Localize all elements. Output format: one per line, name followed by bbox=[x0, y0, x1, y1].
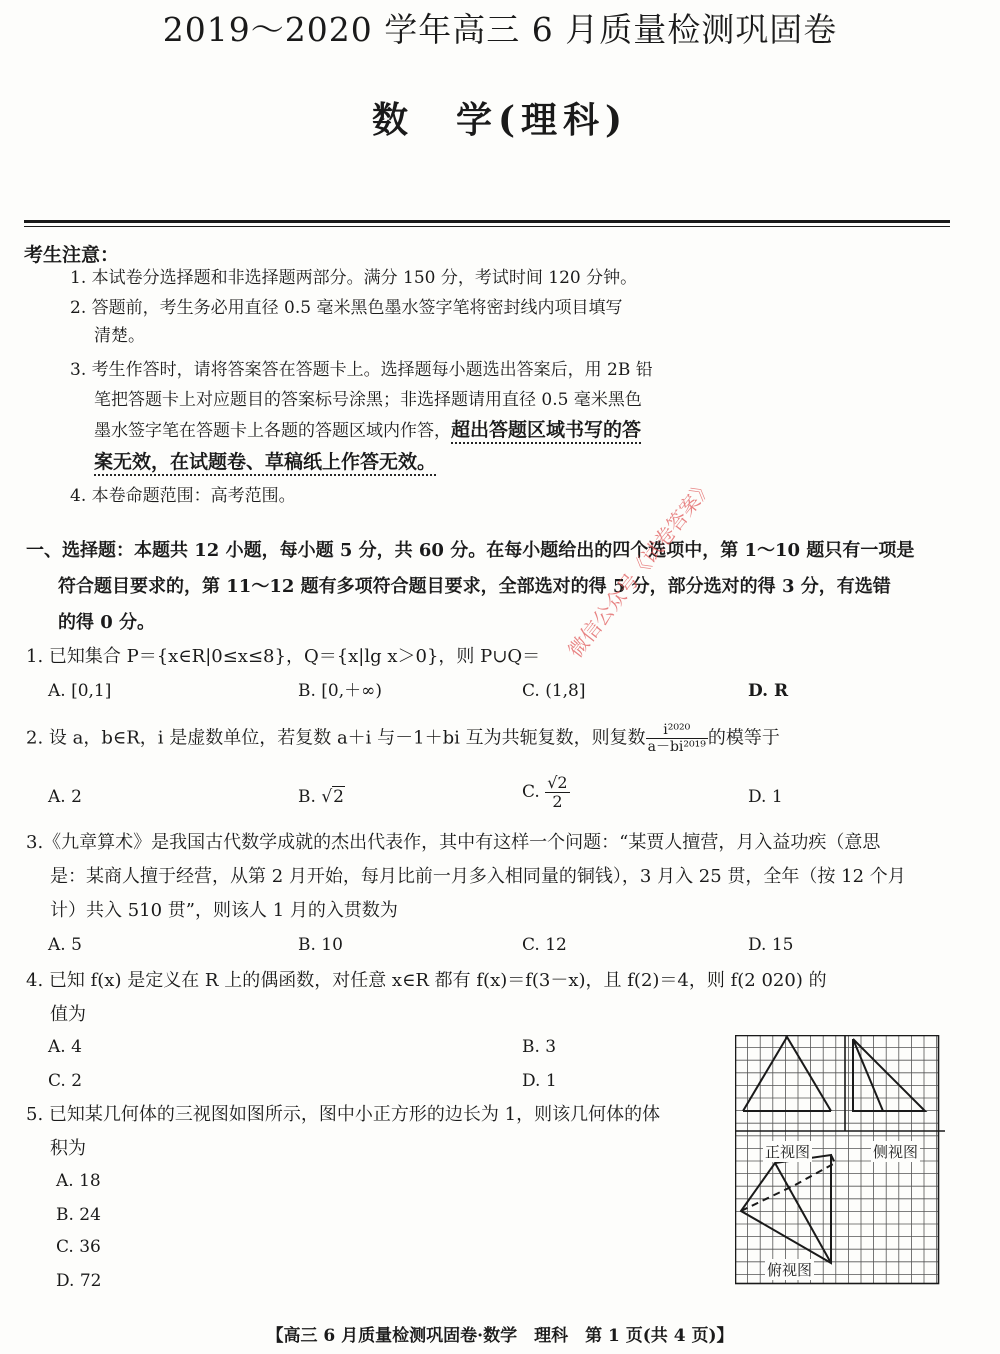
question-1-option-c: C. (1,8] bbox=[522, 681, 586, 701]
watermark-text: 微信公众号《试卷答案》 bbox=[563, 474, 718, 663]
notice-item-3-line-1: 3. 考生作答时，请将答案答在答题卡上。选择题每小题选出答案后，用 2B 铅 bbox=[70, 360, 653, 380]
question-5-line-2: 积为 bbox=[50, 1138, 86, 1159]
notice-title: 考生注意： bbox=[24, 244, 120, 266]
notice-item-3-text: 墨水签字笔在答题卡上各题的答题区域内作答， bbox=[94, 421, 451, 441]
question-3-option-d: D. 15 bbox=[748, 935, 794, 955]
side-view-edge bbox=[853, 1039, 883, 1111]
header-rule-thin bbox=[24, 226, 950, 227]
notice-item-4: 4. 本卷命题范围：高考范围。 bbox=[70, 486, 296, 506]
question-5-option-a: A. 18 bbox=[56, 1171, 101, 1191]
question-3-line-2: 是：某商人擅于经营，从第 2 月开始，每月比前一月多入相同量的铜钱），3 月入 25 贯，全年（按 12 个月 bbox=[50, 866, 906, 887]
question-3-option-b: B. 10 bbox=[298, 935, 343, 955]
question-2-option-c-prefix: C. bbox=[522, 782, 546, 802]
notice-item-3-line-2: 笔把答题卡上对应题目的答案标号涂黑；非选择题请用直径 0.5 毫米黑色 bbox=[94, 390, 642, 410]
question-4-option-c: C. 2 bbox=[48, 1071, 83, 1091]
question-4-line-2: 值为 bbox=[50, 1004, 86, 1025]
question-2-stem bbox=[26, 722, 780, 755]
front-view-outline bbox=[743, 1037, 831, 1111]
notice-item-1: 1. 本试卷分选择题和非选择题两部分。满分 150 分，考试时间 120 分钟。 bbox=[70, 268, 638, 288]
question-2-option-c-numerator: √2 bbox=[547, 773, 568, 792]
question-4-option-a: A. 4 bbox=[48, 1037, 82, 1057]
question-2-option-b-radicand: 2 bbox=[333, 787, 344, 807]
question-2-fraction-numerator: i²⁰²⁰ bbox=[646, 722, 708, 739]
question-1-option-a: A. [0,1] bbox=[48, 681, 112, 701]
question-2-text: 2. 设 a，b∈R，i 是虚数单位，若复数 a＋i 与－1＋bi 互为共轭复数，则复数 bbox=[26, 727, 646, 749]
front-view-label: 正视图 bbox=[765, 1143, 811, 1161]
page-footer: 【高三 6 月质量检测巩固卷·数学 理科 第 1 页(共 4 页)】 bbox=[266, 1326, 734, 1346]
top-view-label: 俯视图 bbox=[767, 1261, 813, 1279]
section-1-line-2: 符合题目要求的，第 11～12 题有多项符合题目要求，全部选对的得 5 分，部分选对的得 3 分，有选错 bbox=[58, 576, 891, 597]
notice-item-2-line-2: 清楚。 bbox=[94, 326, 145, 346]
top-view-edge bbox=[775, 1163, 831, 1263]
question-2-option-b-prefix: B. bbox=[298, 787, 322, 807]
notice-item-2-line-1: 2. 答题前，考生务必用直径 0.5 毫米黑色墨水签字笔将密封线内项目填写 bbox=[70, 298, 623, 318]
top-view-outline bbox=[741, 1155, 831, 1263]
header-rule bbox=[24, 220, 950, 223]
notice-item-3-line-3 bbox=[94, 420, 641, 441]
exam-title: 2019～2020 学年高三 6 月质量检测巩固卷 bbox=[162, 10, 838, 49]
section-1-line-1: 一、选择题：本题共 12 小题，每小题 5 分，共 60 分。在每小题给出的四个选项中，第 1～10 题只有一项是 bbox=[26, 540, 915, 561]
question-1-option-d: D. R bbox=[748, 681, 789, 701]
notice-item-3-line-4 bbox=[94, 452, 436, 473]
side-view-label: 侧视图 bbox=[873, 1143, 919, 1161]
sqrt-icon: √2 bbox=[321, 787, 344, 807]
question-3-option-c: C. 12 bbox=[522, 935, 567, 955]
question-3-line-1: 3.《九章算术》是我国古代数学成就的杰出代表作，其中有这样一个问题：“某贾人擅营，月入益功疾（意思 bbox=[26, 832, 881, 853]
notice-emphasis-2: 案无效，在试题卷、草稿纸上作答无效。 bbox=[94, 451, 437, 473]
question-5-option-b: B. 24 bbox=[56, 1205, 101, 1225]
question-2-option-b bbox=[298, 786, 345, 808]
question-2-text-end: 的模等于 bbox=[707, 727, 780, 749]
question-5-option-c: C. 36 bbox=[56, 1237, 101, 1257]
question-3-option-a: A. 5 bbox=[48, 935, 82, 955]
question-5-option-d: D. 72 bbox=[56, 1271, 102, 1291]
question-2-fraction-denominator: a－bi²⁰¹⁹ bbox=[647, 739, 706, 755]
question-2-option-c bbox=[522, 774, 570, 811]
question-4-line-1: 4. 已知 f(x) 是定义在 R 上的偶函数，对任意 x∈R 都有 f(x)＝f(3－x)，且 f(2)＝4，则 f(2 020) 的 bbox=[26, 970, 827, 991]
section-1-line-3: 的得 0 分。 bbox=[58, 612, 156, 633]
question-2-option-d: D. 1 bbox=[748, 787, 783, 807]
question-2-fraction bbox=[646, 722, 708, 755]
question-3-line-3: 计）共入 510 贯”，则该人 1 月的入贯数为 bbox=[50, 900, 398, 921]
question-2-option-a: A. 2 bbox=[48, 787, 82, 807]
question-1-option-b: B. [0,＋∞) bbox=[298, 681, 382, 701]
question-1-stem: 1. 已知集合 P＝{x∈R|0≤x≤8}，Q＝{x|lg x＞0}，则 P∪Q＝ bbox=[26, 646, 541, 667]
question-2-option-c-denominator: 2 bbox=[552, 792, 563, 811]
three-view-figure bbox=[735, 1035, 945, 1285]
question-4-option-d: D. 1 bbox=[522, 1071, 557, 1091]
exam-subject: 数 学(理科) bbox=[371, 99, 629, 141]
side-view-outline bbox=[853, 1039, 925, 1111]
question-2-option-c-fraction bbox=[545, 774, 569, 811]
notice-emphasis-1: 超出答题区域书写的答 bbox=[451, 419, 642, 441]
question-5-line-1: 5. 已知某几何体的三视图如图所示，图中小正方形的边长为 1，则该几何体的体 bbox=[26, 1104, 661, 1125]
question-4-option-b: B. 3 bbox=[522, 1037, 557, 1057]
